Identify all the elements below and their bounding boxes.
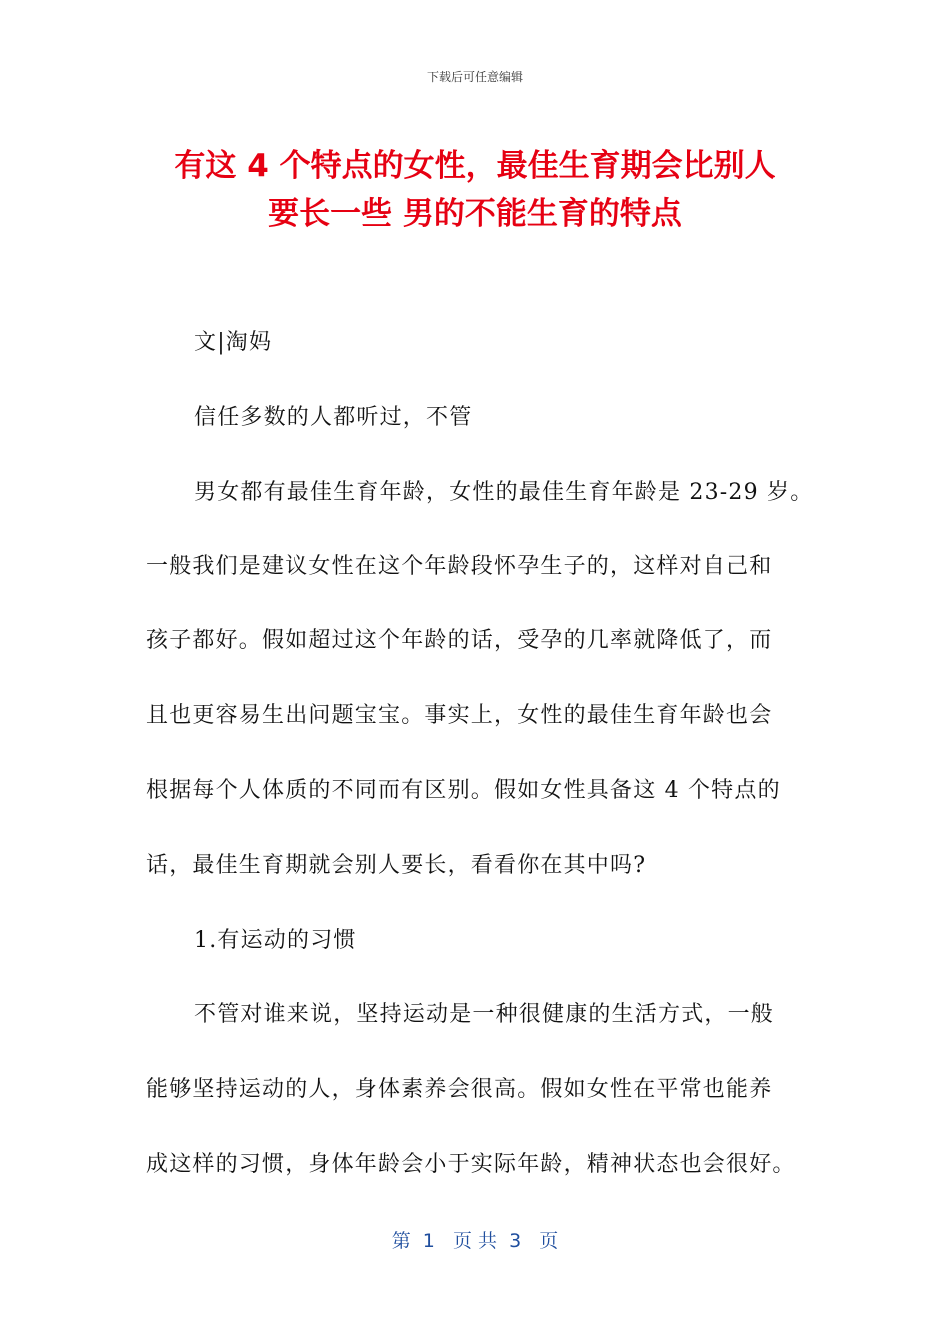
paragraph-line: 成这样的习惯，身体年龄会小于实际年龄，精神状态也会很好。 <box>146 1152 796 1177</box>
author-line: 文|淘妈 <box>194 330 273 355</box>
paragraph-line: 话，最佳生育期就会别人要长，看看你在其中吗? <box>146 853 647 878</box>
document-title <box>100 142 850 238</box>
paragraph-line: 不管对谁来说，坚持运动是一种很健康的生活方式，一般 <box>194 1002 775 1027</box>
header-note: 下载后可任意编辑 <box>426 70 523 84</box>
title-line-2: 要长一些 男的不能生育的特点 <box>268 196 682 232</box>
paragraph-line: 根据每个人体质的不同而有区别。假如女性具备这 4 个特点的 <box>146 778 781 803</box>
paragraph-line: 男女都有最佳生育年龄，女性的最佳生育年龄是 23-29 岁。 <box>194 480 814 505</box>
paragraph-line: 一般我们是建议女性在这个年龄段怀孕生子的，这样对自己和 <box>146 554 773 579</box>
section-heading: 1.有运动的习惯 <box>194 928 357 953</box>
page-footer: 第 1 页 共 3 页 <box>391 1230 559 1252</box>
paragraph-line: 能够坚持运动的人，身体素养会很高。假如女性在平常也能养 <box>146 1077 773 1102</box>
paragraph-line: 信任多数的人都听过，不管 <box>194 405 473 430</box>
paragraph-line: 且也更容易生出问题宝宝。事实上，女性的最佳生育年龄也会 <box>146 703 773 728</box>
title-line-1: 有这 4 个特点的女性，最佳生育期会比别人 <box>174 148 776 184</box>
paragraph-line: 孩子都好。假如超过这个年龄的话，受孕的几率就降低了，而 <box>146 628 773 653</box>
